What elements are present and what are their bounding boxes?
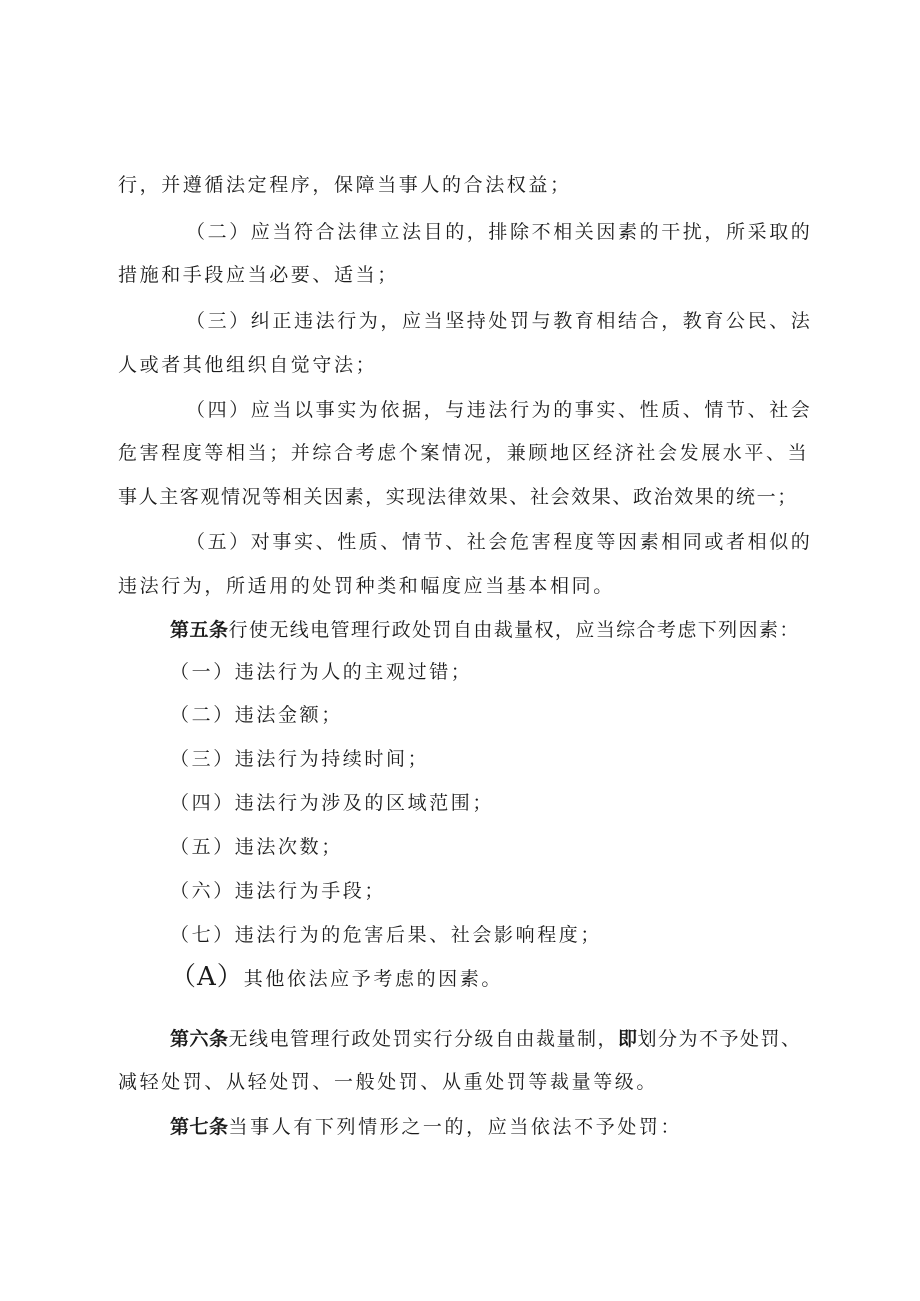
list-item: （一）违法行为人的主观过错； (170, 661, 473, 683)
article-label: 第七条 (170, 1116, 229, 1138)
article-label: 第五条 (170, 619, 229, 641)
paragraph-line: 危害程度等相当；并综合考虑个案情况，兼顾地区经济社会发展水平、当 (118, 442, 810, 464)
article-5-heading (170, 617, 800, 643)
article-text: 划分为不予处罚、 (637, 1028, 802, 1050)
paragraph-line: （三）纠正违法行为，应当坚持处罚与教育相结合，教育公民、法 (186, 310, 813, 332)
item-mark: （A） (170, 962, 244, 992)
article-label: 第六条 (170, 1028, 229, 1050)
item-text: 其他依法应予考虑的因素。 (243, 968, 503, 990)
article-emphasis: 即 (618, 1028, 638, 1050)
article-text: 行使无线电管理行政处罚自由裁量权，应当综合考虑下列因素： (228, 619, 800, 641)
article-7-heading (170, 1114, 682, 1140)
list-item: （二）违法金额； (170, 704, 343, 726)
list-item: （七）违法行为的危害后果、社会影响程度； (170, 924, 603, 946)
article-text: 无线电管理行政处罚实行分级自由裁量制， (228, 1028, 619, 1050)
article-text: 当事人有下列情形之一的，应当依法不予处罚： (228, 1116, 683, 1138)
paragraph-line: 减轻处罚、从轻处罚、一般处罚、从重处罚等裁量等级。 (118, 1071, 659, 1093)
paragraph-line: 事人主客观情况等相关因素，实现法律效果、社会效果、政治效果的统一； (118, 486, 798, 508)
list-item (170, 964, 503, 992)
paragraph-line: 行，并遵循法定程序，保障当事人的合法权益； (118, 174, 572, 196)
list-item: （六）违法行为手段； (170, 880, 387, 902)
list-item: （四）违法行为涉及的区域范围； (170, 792, 495, 814)
paragraph-line: （二）应当符合法律立法目的，排除不相关因素的干扰，所采取的 (186, 221, 813, 243)
paragraph-line: 人或者其他组织自觉守法； (118, 354, 378, 376)
article-6-heading (170, 1026, 802, 1052)
paragraph-line: （四）应当以事实为依据，与违法行为的事实、性质、情节、社会 (186, 399, 813, 421)
list-item: （五）违法次数； (170, 836, 343, 858)
paragraph-line: 措施和手段应当必要、适当； (118, 264, 399, 286)
list-item: （三）违法行为持续时间； (170, 748, 430, 770)
paragraph-line: 违法行为，所适用的处罚种类和幅度应当基本相同。 (118, 575, 615, 597)
paragraph-line: （五）对事实、性质、情节、社会危害程度等因素相同或者相似的 (186, 531, 813, 553)
